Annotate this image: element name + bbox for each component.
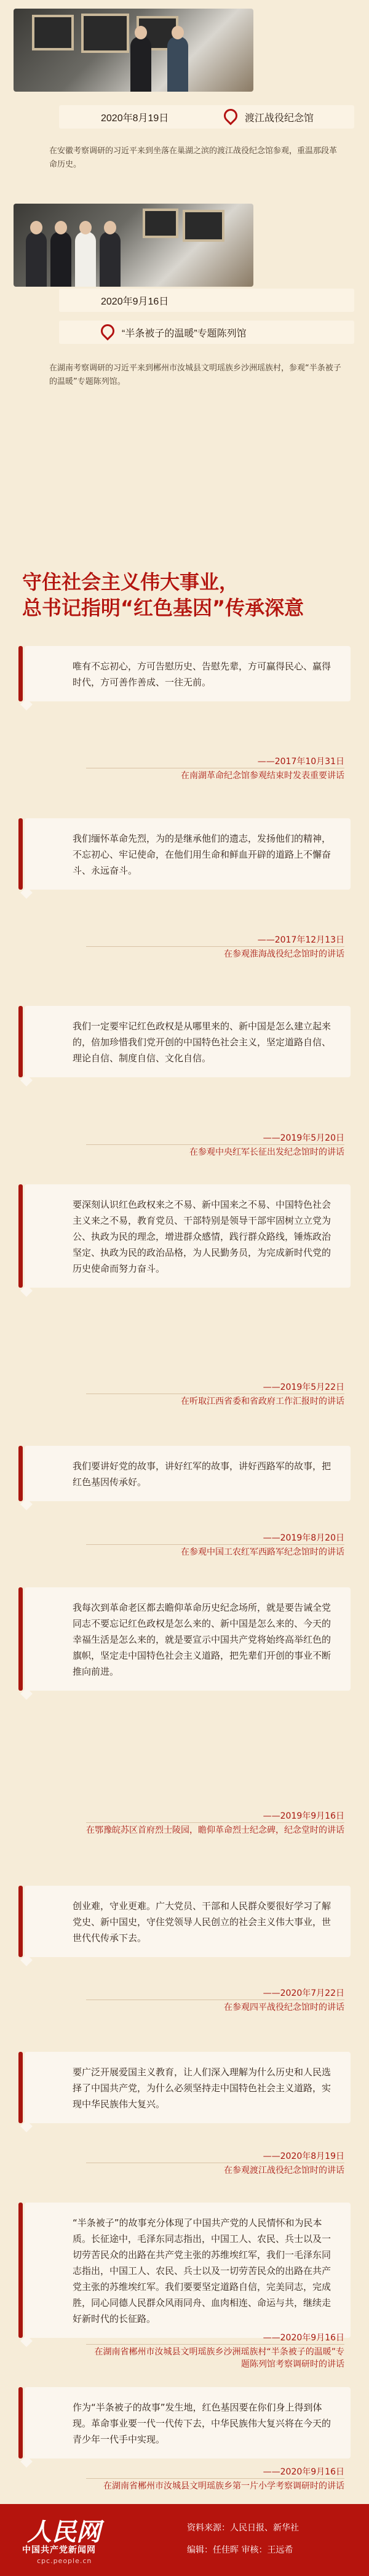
quote-source: 在参观渡江战役纪念馆时的讲话 — [224, 2166, 344, 2175]
event-2-date-row — [59, 289, 354, 312]
event-1-place: 渡江战役纪念馆 — [245, 113, 314, 124]
quote-accent-bar — [18, 1587, 23, 1691]
quote-attribution — [86, 934, 344, 960]
quote-accent-bar — [18, 2052, 23, 2123]
divider — [86, 1822, 344, 1823]
quote-attribution — [86, 1132, 344, 1158]
quote-text: 要深刻认识红色政权来之不易、新中国来之不易、中国特色社会主义来之不易，教育党员、干部特别是领导干部牢固树立立党为公、执政为民的理念，增进群众感情，践行群众路线，锤炼政治坚定、执政为民的政治品格，为人民勤务员，为完成新时代党的历史使命而努力奋斗。 — [25, 1184, 351, 1288]
section-title-line-1: 守住社会主义伟大事业， — [22, 570, 239, 594]
quote-text: 作为“半条被子的故事”发生地，红色基因要在你们身上得到体现。革命事业要一代一代传下去，中华民族伟大复兴将在今天的青少年一代手中实现。 — [25, 2387, 351, 2458]
quote-date: ——2019年8月20日 — [263, 1533, 344, 1543]
quote-attribution — [86, 2466, 344, 2492]
event-1-date: 2020年8月19日 — [101, 113, 169, 124]
quote-attribution — [86, 1532, 344, 1558]
quote-attribution — [86, 2332, 344, 2371]
quote-source: 在参观中央红军长征出发纪念馆时的讲话 — [189, 1147, 344, 1157]
source-credit: 资料来源：人民日报、新华社 — [187, 2523, 299, 2533]
quote-accent-bar — [18, 1886, 23, 1957]
quote-date: ——2019年5月20日 — [263, 1133, 344, 1143]
quote-attribution — [86, 756, 344, 782]
location-pin-icon — [98, 321, 117, 340]
event-1-caption — [59, 105, 354, 129]
quote-accent-bar — [18, 818, 23, 890]
quote-text: 创业难，守业更难。广大党员、干部和人民群众要很好学习了解党史、新中国史，守住党领导人民创立的社会主义伟大事业，世世代代传承下去。 — [25, 1886, 351, 1957]
quote-date: ——2019年9月16日 — [263, 1811, 344, 1821]
divider — [86, 2478, 344, 2479]
quote-source: 在参观中国工农红军西路军纪念馆时的讲话 — [181, 1547, 344, 1557]
photo-memorial-hall-visit — [14, 9, 253, 92]
quote-text: 我们一定要牢记红色政权是从哪里来的、新中国是怎么建立起来的，倍加珍惜我们党开创的中国特色社会主义，坚定道路自信、理论自信、制度自信、文化自信。 — [25, 1006, 351, 1077]
quote-source: 在参观四平战役纪念馆时的讲话 — [224, 2003, 344, 2012]
quote-attribution — [86, 2150, 344, 2177]
quote-accent-bar — [18, 2387, 23, 2458]
event-1-text: 在安徽考察调研的习近平来到坐落在巢湖之滨的渡江战役纪念馆参观，重温那段革命历史。 — [49, 146, 338, 169]
quote-source: 在鄂豫皖苏区首府烈士陵园，瞻仰革命烈士纪念碑，纪念堂时的讲话 — [86, 1825, 344, 1835]
logo-subtitle: 中国共产党新闻网 — [22, 2545, 96, 2555]
divider — [86, 946, 344, 947]
quote-card — [18, 1886, 351, 1957]
quote-attribution — [86, 1381, 344, 1408]
quote-card — [18, 646, 351, 701]
quote-source: 在南湖革命纪念馆参观结束时发表重要讲话 — [181, 771, 344, 781]
event-2-place: “半条被子的温暖”专题陈列馆 — [122, 328, 247, 339]
quote-card — [18, 1006, 351, 1077]
quote-date: ——2020年9月16日 — [263, 2333, 344, 2343]
quote-card — [18, 1587, 351, 1691]
quote-accent-bar — [18, 1184, 23, 1288]
event-2-place-row — [59, 321, 354, 344]
quote-card — [18, 2203, 351, 2338]
quote-accent-bar — [18, 1446, 23, 1501]
quote-text: 要广泛开展爱国主义教育，让人们深入理解为什么历史和人民选择了中国共产党，为什么必须坚持走中国特色社会主义道路，实现中华民族伟大复兴。 — [25, 2052, 351, 2123]
quote-date: ——2020年9月16日 — [263, 2467, 344, 2477]
quote-date: ——2017年10月31日 — [257, 757, 344, 767]
quote-card — [18, 2052, 351, 2123]
quote-card — [18, 1184, 351, 1288]
photo-exhibition-visit — [14, 204, 253, 287]
divider — [86, 2344, 344, 2345]
quote-text: 我们缅怀革命先烈，为的是继承他们的遗志，发扬他们的精神，不忘初心、牢记使命，在他们用生命和鲜血开辟的道路上不懈奋斗、永远奋斗。 — [25, 818, 351, 890]
event-2-date: 2020年9月16日 — [101, 296, 169, 307]
quote-attribution — [86, 1987, 344, 2014]
quote-attribution — [86, 1810, 344, 1836]
quote-source: 在参观淮海战役纪念馆时的讲话 — [224, 949, 344, 959]
footer — [0, 2504, 369, 2576]
location-pin-icon — [221, 106, 240, 125]
quote-text: 我们要讲好党的故事，讲好红军的故事，讲好西路军的故事，把红色基因传承好。 — [25, 1446, 351, 1501]
quote-date: ——2020年8月19日 — [263, 2151, 344, 2161]
quote-text: 我每次到革命老区都去瞻仰革命历史纪念场所，就是要告诫全党同志不要忘记红色政权是怎么来的、新中国是怎么来的、今天的幸福生活是怎么来的，就是要宣示中国共产党将始终高举红色的旗帜，坚定走中国特色社会主义道路，把先辈们开创的事业不断推向前进。 — [25, 1587, 351, 1691]
quote-date: ——2017年12月13日 — [257, 935, 344, 945]
quote-card — [18, 1446, 351, 1501]
quote-card — [18, 818, 351, 890]
quote-card — [18, 2387, 351, 2458]
quote-accent-bar — [18, 1006, 23, 1077]
quote-text: 唯有不忘初心，方可告慰历史、告慰先辈，方可赢得民心、赢得时代，方可善作善成、一往无前。 — [25, 646, 351, 701]
quote-date: ——2019年5月22日 — [263, 1382, 344, 1392]
quote-date: ——2020年7月22日 — [263, 1988, 344, 1998]
quote-text: “半条被子”的故事充分体现了中国共产党的人民情怀和为民本质。长征途中，毛泽东同志指出，中国工人、农民、兵士以及一切劳苦民众的出路在共产党主张的苏维埃红军，我们一毛泽东同志指出，中国工人、农民、兵士以及一切劳苦民众的出路在共产党主张的苏维埃红军。我们要要坚定道路自信，完美同志，完成胜，同心同德人民群众风雨同舟、血肉相连、命运与共，继续走好新时代的长征路。 — [25, 2203, 351, 2338]
event-2-text: 在湖南考察调研的习近平来到郴州市汝城县文明瑶族乡沙洲瑶族村，参观“半条被子的温暖”专题陈列馆。 — [49, 364, 341, 386]
quote-accent-bar — [18, 2203, 23, 2338]
logo-url: cpc.people.cn — [37, 2557, 92, 2565]
section-title-line-2: 总书记指明“红色基因”传承深意 — [22, 596, 304, 620]
quote-source: 在听取江西省委和省政府工作汇报时的讲话 — [181, 1397, 344, 1406]
editor-credit: 编辑：任佳晖 审核：王远希 — [187, 2545, 293, 2555]
quote-source: 在湖南省郴州市汝城县文明瑶族乡沙洲瑶族村“半条被子的温暖”专题陈列馆考察调研时的讲话 — [94, 2347, 344, 2369]
divider — [86, 1544, 344, 1545]
quote-accent-bar — [18, 646, 23, 701]
section-title — [22, 569, 354, 621]
people-daily-logo: 人民网 — [27, 2518, 101, 2546]
divider — [86, 1144, 344, 1145]
quote-source: 在湖南省郴州市汝城县文明瑶族乡第一片小学考察调研时的讲话 — [103, 2481, 344, 2491]
